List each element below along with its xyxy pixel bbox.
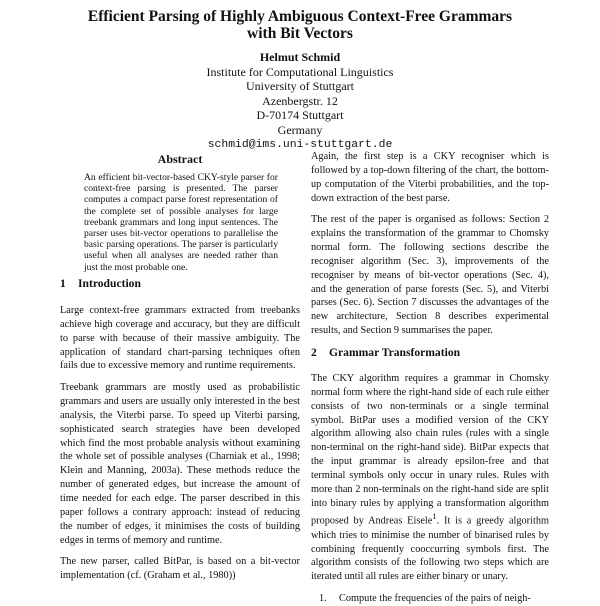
author-block xyxy=(0,50,600,152)
intro-paragraph-3: The new parser, called BitPar, is based on a bit-vector implementation (cf. (Graham et al., 1980)) xyxy=(60,556,300,582)
section-1-title: Introduction xyxy=(78,277,141,290)
left-column xyxy=(60,272,300,591)
intro-paragraph-1: Large context-free grammars extracted from treebanks achieve high coverage and accuracy, but they are difficult to parse with because of their massive ambiguity. The application of standard chart-parsing techniques often fails due to excessive memory and runtime requirements. xyxy=(60,305,300,372)
title-line-1: Efficient Parsing of Highly Ambiguous Context-Free Grammars xyxy=(87,8,513,25)
author-university: University of Stuttgart xyxy=(246,79,354,94)
section-2-number: 2 xyxy=(311,345,317,359)
section-1-heading xyxy=(60,277,300,291)
footnote-marker: 1 xyxy=(432,511,437,522)
list-item xyxy=(311,592,549,606)
section-2-text-rest: . It is a greedy algorithm which tries to minimise the number of binarised rules by combining frequently cooccurring symbols first. The algorithm consists of the following two steps which are iterated until all rules are either binary or unary. xyxy=(311,515,549,583)
right-paragraph-1: Again, the first step is a CKY recogniser which is followed by a top-down filtering of the chart, the bottom-up computation of the Viterbi probabilities, and the top-down extraction of the best parse. xyxy=(311,151,549,204)
intro-paragraph-2: Treebank grammars are mostly used as probabilistic grammars and users are usually only interested in the best analysis, the Viterbi parse. To speed up Viterbi parsing, sophisticated search strategies have been developed which find the most probable analysis without examining the whole set of possible analyses (Charniak et al., 1998; Klein and Manning, 2003a). These methods reduce the number of generated edges, but increase the amount of time needed for each edge. The parser described in this paper follows a contrary approach: instead of reducing the number of edges, it minimises the costs of building edges in terms of memory and runtime. xyxy=(60,382,300,546)
section-2-paragraph xyxy=(311,372,549,584)
abstract-heading: Abstract xyxy=(157,152,203,166)
author-institute: Institute for Computational Linguistics xyxy=(206,64,394,79)
author-email: schmid@ims.uni-stuttgart.de xyxy=(207,138,393,151)
abstract-text: An efficient bit-vector-based CKY-style parser for context-free parsing is presented. The parser computes a compact parse forest representation of the complete set of possible analyses for large treebank grammars and long input sentences. The parser uses bit-vector operations to parallelise the basic parsing operations. The parser is particularly useful when all analyses are needed rather than just the most probable one. xyxy=(84,172,278,273)
list-item-text: Compute the frequencies of the pairs of neigh- xyxy=(339,593,531,605)
author-name: Helmut Schmid xyxy=(259,50,341,64)
section-2-text-main: The CKY algorithm requires a grammar in Chomsky normal form where the right-hand side of each rule either consists of two non-terminals or a single terminal symbol. BitPar uses a modified version of the CKY algorithm allowing also chain rules (rules with a single non-terminal on the right-hand side). BitPar expects that the input grammar is already epsilon-free and that terminal symbols only occur in unary rules. Rules with more than 2 non-terminals on the right-hand side are split into binary rules by applying a transformation algorithm proposed by Andreas Eisele xyxy=(311,372,549,527)
author-country: Germany xyxy=(277,122,323,137)
author-city: D-70174 Stuttgart xyxy=(256,108,344,123)
right-column xyxy=(311,150,549,606)
section-1-number: 1 xyxy=(60,277,66,290)
right-paragraph-2: The rest of the paper is organised as follows: Section 2 explains the transformation of the grammar to Chomsky normal form. The following sections describe the recogniser algorithm (Sec. 3), improvements of the recogniser by means of bit-vector operations (Sec. 4), and the generation of parse forests (Sec. 5), and Viterbi parses (Sec. 6). Section 7 discusses the advantages of the new architecture, Section 8 describes experimental results, and Section 9 summarises the paper. xyxy=(311,214,549,337)
section-2-heading xyxy=(311,346,549,360)
paper-title xyxy=(0,8,600,42)
list-item-number: 1. xyxy=(319,593,327,605)
section-2-title: Grammar Transformation xyxy=(329,345,461,359)
author-street: Azenbergstr. 12 xyxy=(262,93,338,108)
title-line-2: with Bit Vectors xyxy=(247,25,353,42)
